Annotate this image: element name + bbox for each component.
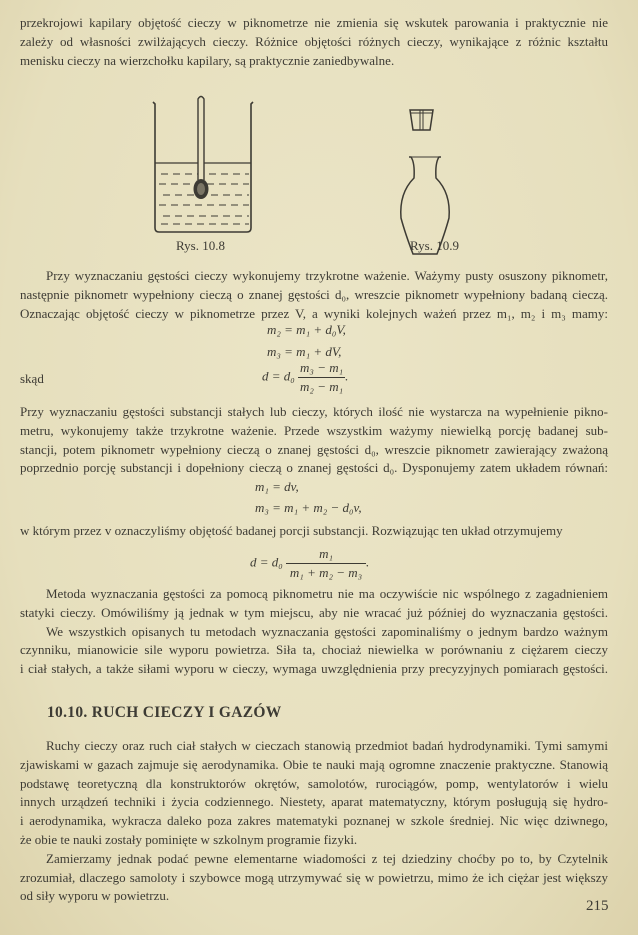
denominator: m₂ − m₁	[300, 379, 344, 394]
equation-fraction	[262, 360, 348, 395]
equation-fraction	[250, 546, 369, 581]
eq-end: .	[366, 554, 370, 570]
figure-beaker-thermometer	[145, 78, 275, 238]
eq-lhs: d = d₀	[262, 368, 295, 384]
paragraph-method	[20, 585, 608, 679]
fraction	[286, 546, 366, 581]
text-line: metru, wykonujemy także trzykrotne ważenie. Przede wszystkim ważymy niewielką porcję badanej sub-	[20, 422, 608, 438]
text-line: zjawiskami w gazach zajmuje się aerodynamika. Obie te nauki mają ogromne znaczenie praktyczne. Stanowią	[20, 756, 608, 772]
equation: m₂ = m₁ + d₀V,	[267, 322, 346, 337]
text-line: Ruchy cieczy oraz ruch ciał stałych w cieczach stanowią przedmiot badań hydrodynamiki. Tymi samymi	[46, 738, 608, 753]
text-line: i ciał stałych, a także siłami wyporu w cieczy, wymaga uwzględnienia przy precyzyjnych pomiarach gęstości.	[20, 661, 608, 677]
paragraph-solid-density	[20, 403, 608, 478]
paragraph-capillary	[20, 14, 608, 70]
fraction	[298, 360, 345, 395]
text-line: Oznaczając objętość cieczy w piknometrze przez V, a wyniki kolejnych ważeń przez m₁, m₂ i m₃ mamy:	[20, 305, 608, 321]
figure-caption: Rys. 10.9	[410, 238, 459, 253]
paragraph-liquid-density	[20, 267, 608, 323]
paragraph-solution	[20, 522, 608, 541]
text-line: stancji, potem piknometr wypełniony cieczą o znanej gęstości d₀, wreszcie piknometr zawierający zważoną	[20, 441, 608, 457]
text-line: zależy od własności zwilżających cieczy. Różnice objętości różnych cieczy, wynikające z różnic kształtu	[20, 33, 608, 49]
text-line: następnie piknometr wypełniony cieczą o znanej gęstości d₀, wreszcie piknometr wypełniony badaną cieczą.	[20, 286, 608, 302]
text-line: że obie te nauki zostały pominięte w szkolnym programie fizyki.	[20, 831, 358, 847]
paragraph-fluid-motion	[20, 737, 608, 906]
text-line: czynniku, mianowicie sile wyporu powietrza. Siła ta, chociaż niewielka w porównaniu z ciężarem cieczy	[20, 642, 608, 658]
page-number: 215	[586, 898, 609, 914]
text-line: poprzednio porcję substancji i dopełniony cieczą o znanej gęstości d₀. Dysponujemy zatem układem równań:	[20, 460, 608, 476]
text-line: statyki cieczy. Omówiliśmy ją jednak w tym miejscu, aby nie wracać już później do wyznaczania gęstości.	[20, 604, 608, 620]
eq-end: .	[345, 368, 349, 384]
word-skad: skąd	[20, 371, 44, 386]
text-line: w którym przez v oznaczyliśmy objętość badanej porcji substancji. Rozwiązując ten układ otrzymujemy	[20, 523, 563, 538]
text-line: Przy wyznaczaniu gęstości cieczy wykonujemy trzykrotne ważenie. Ważymy pusty osuszony piknometr,	[46, 268, 608, 283]
equation: m₃ = m₁ + dV,	[267, 344, 342, 359]
denominator: m₁ + m₂ − m₃	[289, 565, 363, 580]
text-line: We wszystkich opisanych tu metodach wyznaczania gęstości zapominaliśmy o jednym bardzo ważnym	[46, 623, 608, 639]
figure-caption: Rys. 10.8	[176, 238, 225, 253]
text-line: zrozumiał, dlaczego samoloty i szybowce mogą utrzymywać się w powietrzu, mimo że ich ciężar jest większy	[20, 869, 608, 885]
text-line: Przy wyznaczaniu gęstości substancji stałych lub cieczy, których ilość nie wystarcza na wypełnienie pikno-	[20, 404, 608, 419]
numerator: m₃ − m₁	[298, 360, 345, 378]
text-line: od siły wyporu w powietrzu.	[20, 888, 170, 904]
text-line: Zamierzamy jednak podać pewne elementarne wiadomości z tej dziedziny choćby po to, by Czytelnik	[46, 850, 608, 866]
figure-pycnometer-flask	[395, 108, 475, 258]
numerator: m₁	[286, 546, 366, 564]
text-line: przekrojowi kapilary objętość cieczy w piknometrze nie zmienia się wskutek parowania i praktycznie nie	[20, 15, 608, 30]
equation: m₃ = m₁ + m₂ − d₀v,	[255, 500, 362, 515]
text-line: podstawę teoretyczną dla konstruktorów okrętów, samolotów, rurociągów, pomp, wentylatorów i wielu	[20, 775, 608, 791]
section-heading: 10.10. RUCH CIECZY I GAZÓW	[47, 704, 282, 721]
text-line: Metoda wyznaczania gęstości za pomocą piknometru nie ma oczywiście nic wspólnego z zagadnieniem	[46, 586, 608, 601]
eq-lhs: d = d₀	[250, 554, 283, 570]
text-line: i aerodynamika, wykracza daleko poza zakres matematyki poznanej w szkole średniej. Nic więc dziwnego,	[20, 813, 608, 829]
equation: m₁ = dv,	[255, 479, 299, 494]
text-line: innych urządzeń techniki i życia codziennego. Niestety, aparat matematyczny, którym posługują się hydro-	[20, 794, 608, 810]
text-line: menisku cieczy na wierzchołku kapilary, są praktycznie zaniedbywalne.	[20, 52, 395, 68]
